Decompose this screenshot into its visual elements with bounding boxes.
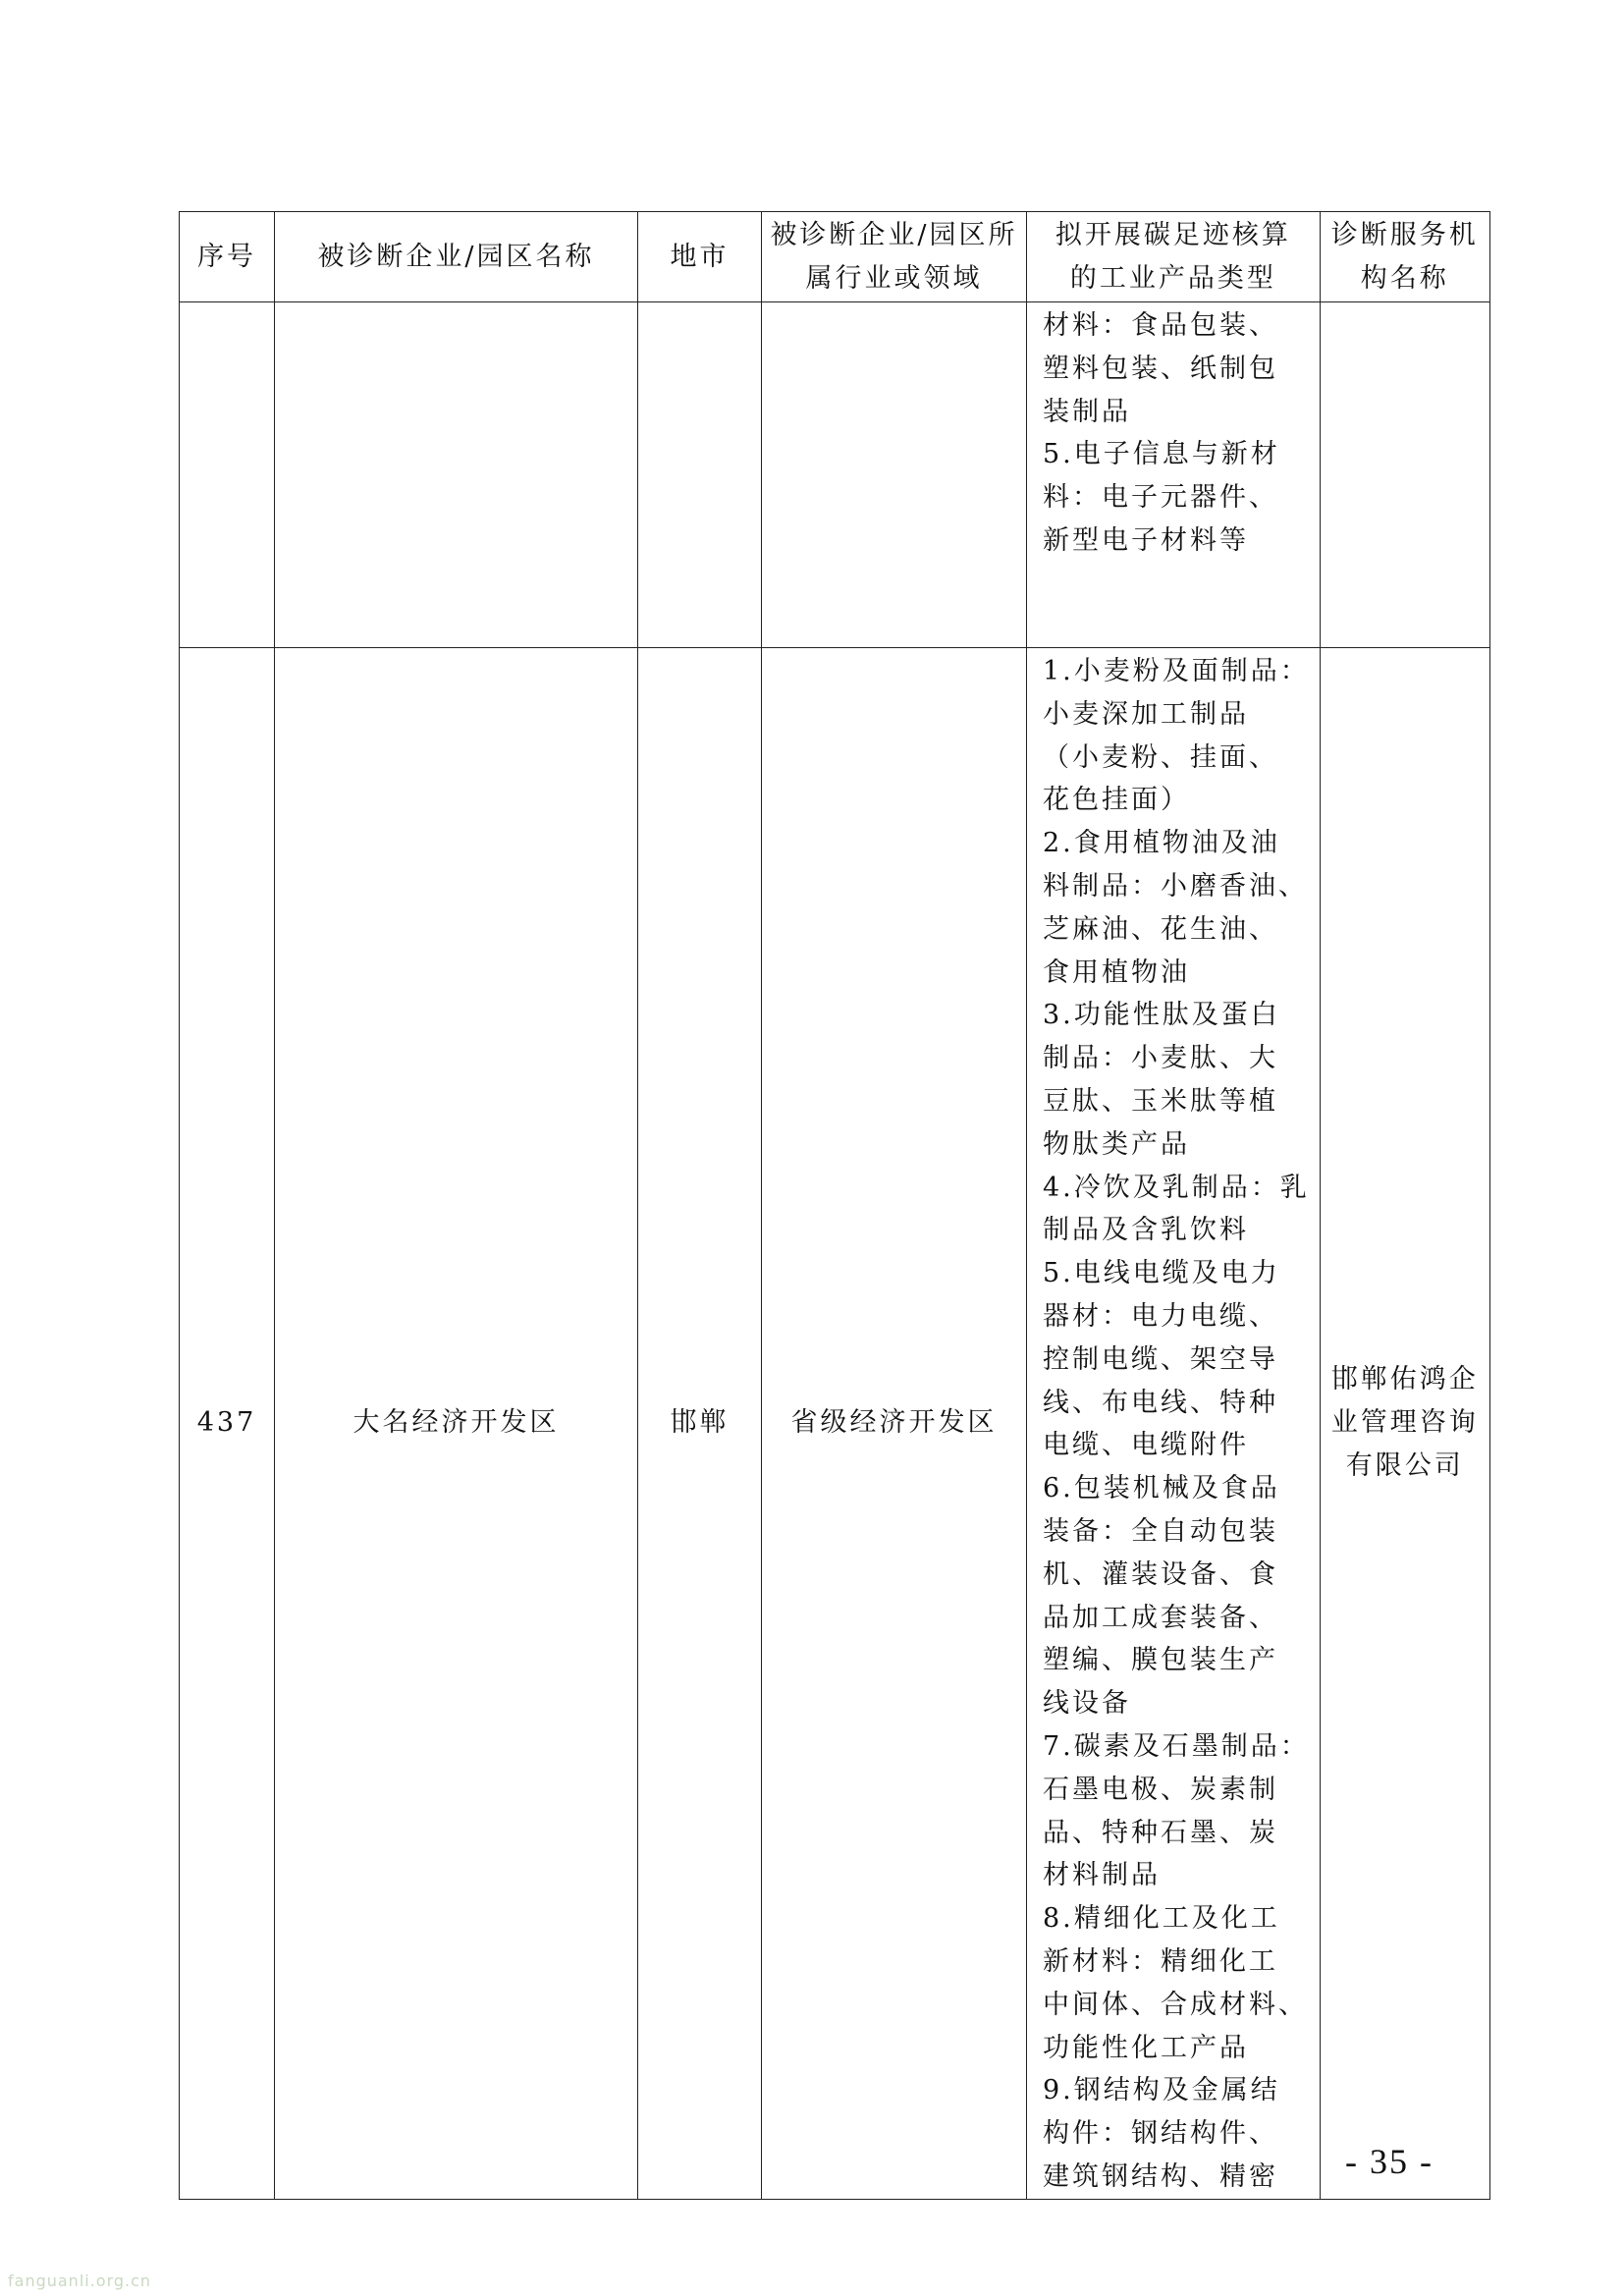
product-line: 功能性化工产品 [1043, 2032, 1249, 2063]
product-line: 线、布电线、特种 [1043, 1387, 1278, 1418]
product-line: 新材料：精细化工 [1043, 1945, 1278, 1977]
product-line: 石墨电极、炭素制 [1043, 1774, 1278, 1805]
product-line: 塑料包装、纸制包 [1043, 353, 1278, 384]
product-line: 食用植物油 [1043, 957, 1190, 988]
product-line: 中间体、合成材料、 [1043, 1989, 1308, 2020]
product-line: 材料制品 [1043, 1860, 1161, 1891]
page-number: - 35 - [1345, 2142, 1434, 2181]
cont-industry-cell [762, 302, 1027, 648]
product-line: 制品及含乳饮料 [1043, 1215, 1249, 1246]
seq-cell: 437 [180, 648, 275, 2200]
product-line: 物肽类产品 [1043, 1128, 1190, 1160]
products-cell [1027, 648, 1321, 2200]
product-line: 制品：小麦肽、大 [1043, 1043, 1278, 1074]
city-cell: 邯郸 [638, 648, 762, 2200]
product-line: 4.冷饮及乳制品：乳 [1043, 1172, 1310, 1203]
table-header-row [180, 212, 1490, 302]
header-city: 地市 [638, 212, 762, 302]
product-line: 料：电子元器件、 [1043, 482, 1278, 514]
name-cell: 大名经济开发区 [275, 648, 638, 2200]
product-line: 豆肽、玉米肽等植 [1043, 1085, 1278, 1117]
product-line: 控制电缆、架空导 [1043, 1343, 1278, 1375]
product-line: 2.食用植物油及油 [1043, 828, 1280, 859]
agency-cell: 邯郸佑鸿企 业管理咨询 有限公司 [1320, 648, 1489, 2200]
product-line: 8.精细化工及化工 [1043, 1903, 1280, 1935]
header-seq: 序号 [180, 212, 275, 302]
product-line: 芝麻油、花生油、 [1043, 913, 1278, 945]
product-line: 品、特种石墨、炭 [1043, 1817, 1278, 1848]
product-line: 电缆、电缆附件 [1043, 1430, 1249, 1461]
product-line: 品加工成套装备、 [1043, 1602, 1278, 1633]
product-line: 机、灌装设备、食 [1043, 1558, 1278, 1590]
product-line: 6.包装机械及食品 [1043, 1473, 1280, 1504]
product-line: 1.小麦粉及面制品： [1043, 656, 1310, 686]
header-industry: 被诊断企业/园区所 属行业或领域 [762, 212, 1027, 302]
header-name: 被诊断企业/园区名称 [275, 212, 638, 302]
product-line: 5.电线电缆及电力 [1043, 1258, 1280, 1289]
header-agency: 诊断服务机 构名称 [1320, 212, 1489, 302]
product-line: 7.碳素及石墨制品： [1043, 1730, 1310, 1762]
cont-city-cell [638, 302, 762, 648]
product-line: 器材：电力电缆、 [1043, 1300, 1278, 1332]
product-line: 装制品 [1043, 396, 1131, 427]
watermark: fanguanli.org.cn [8, 2271, 152, 2290]
catalog-table [179, 211, 1490, 2200]
product-line: 5.电子信息与新材 [1043, 439, 1280, 470]
product-line: 材料：食品包装、 [1043, 310, 1278, 341]
cont-name-cell [275, 302, 638, 648]
cont-seq-cell [180, 302, 275, 648]
product-line: 建筑钢结构、精密 [1043, 2160, 1278, 2192]
industry-cell: 省级经济开发区 [762, 648, 1027, 2200]
table-row [180, 648, 1490, 2200]
product-line: 9.钢结构及金属结 [1043, 2075, 1280, 2106]
product-line: （小麦粉、挂面、 [1043, 741, 1278, 773]
cont-products-cell [1027, 302, 1321, 648]
table-row-continued [180, 302, 1490, 648]
product-line: 3.功能性肽及蛋白 [1043, 1000, 1280, 1031]
product-line: 小麦深加工制品 [1043, 698, 1249, 730]
product-line: 新型电子材料等 [1043, 524, 1249, 556]
product-line: 料制品：小磨香油、 [1043, 870, 1308, 902]
product-line: 装备：全自动包装 [1043, 1515, 1278, 1547]
product-line: 构件：钢结构件、 [1043, 2118, 1278, 2150]
product-line: 线设备 [1043, 1688, 1131, 1720]
product-line: 花色挂面） [1043, 785, 1190, 816]
cont-agency-cell [1320, 302, 1489, 648]
product-line: 塑编、膜包装生产 [1043, 1645, 1278, 1676]
header-product-type: 拟开展碳足迹核算 的工业产品类型 [1027, 212, 1321, 302]
